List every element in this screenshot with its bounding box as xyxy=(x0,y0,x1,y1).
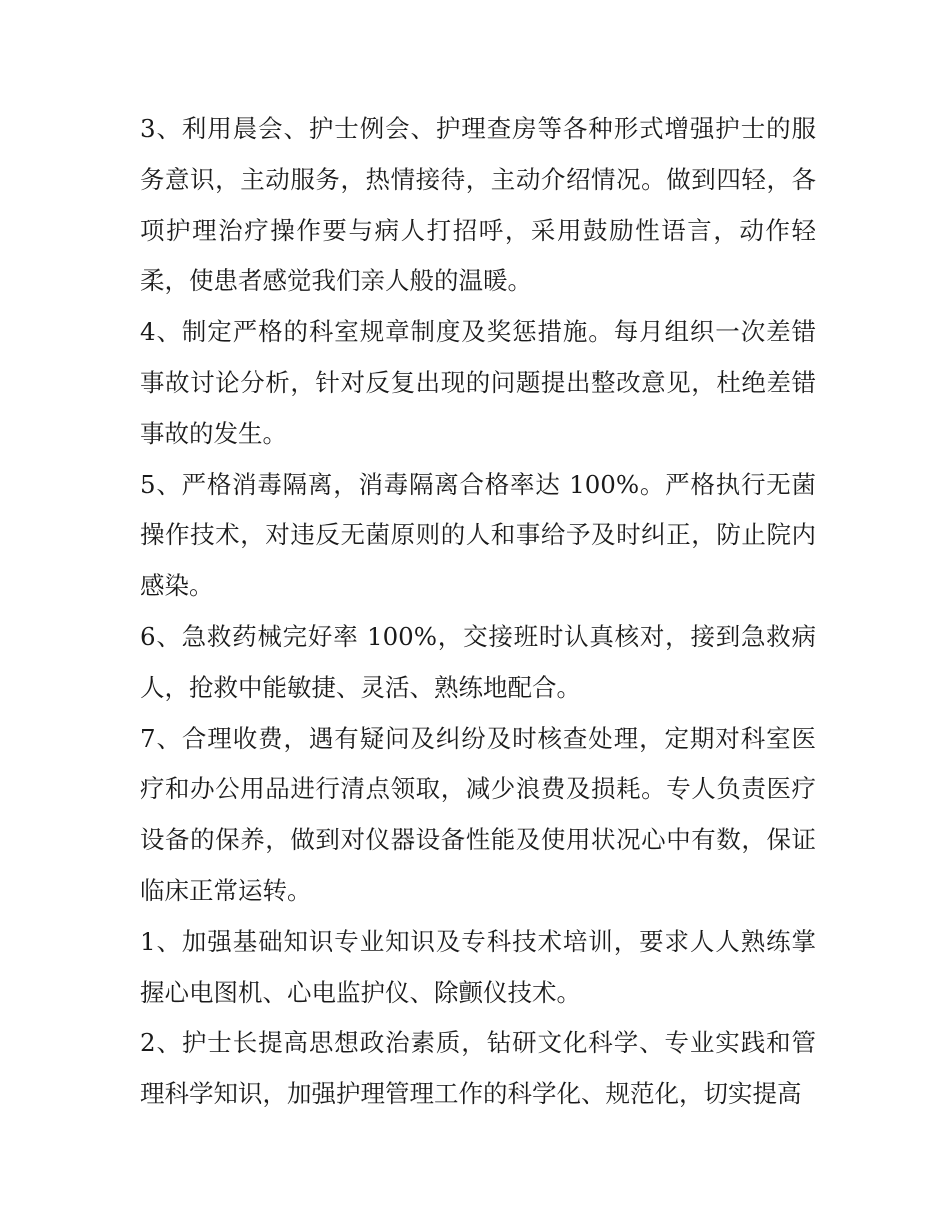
paragraph-item-3: 3、利用晨会、护士例会、护理查房等各种形式增强护士的服务意识，主动服务，热情接待，主动介绍情况。做到四轻，各项护理治疗操作要与病人打招呼，采用鼓励性语言，动作轻柔，使患者感觉我们亲人般的温暖。 xyxy=(140,114,816,296)
document-body xyxy=(140,104,816,1120)
paragraph-item-7: 7、合理收费，遇有疑问及纠纷及时核查处理，定期对科室医疗和办公用品进行清点领取，减少浪费及损耗。专人负责医疗设备的保养，做到对仪器设备性能及使用状况心中有数，保证临床正常运转。 xyxy=(140,723,816,905)
paragraph-item-2: 2、护士长提高思想政治素质，钻研文化科学、专业实践和管理科学知识，加强护理管理工作的科学化、规范化，切实提高 xyxy=(140,1028,816,1109)
paragraph-item-5: 5、严格消毒隔离，消毒隔离合格率达 100%。严格执行无菌操作技术，对违反无菌原则的人和事给予及时纠正，防止院内感染。 xyxy=(140,469,816,601)
paragraph-item-6: 6、急救药械完好率 100%，交接班时认真核对，接到急救病人，抢救中能敏捷、灵活、熟练地配合。 xyxy=(140,621,816,702)
paragraph-item-4: 4、制定严格的科室规章制度及奖惩措施。每月组织一次差错事故讨论分析，针对反复出现的问题提出整改意见，杜绝差错事故的发生。 xyxy=(140,317,816,448)
paragraph-item-1: 1、加强基础知识专业知识及专科技术培训，要求人人熟练掌握心电图机、心电监护仪、除颤仪技术。 xyxy=(140,926,816,1007)
